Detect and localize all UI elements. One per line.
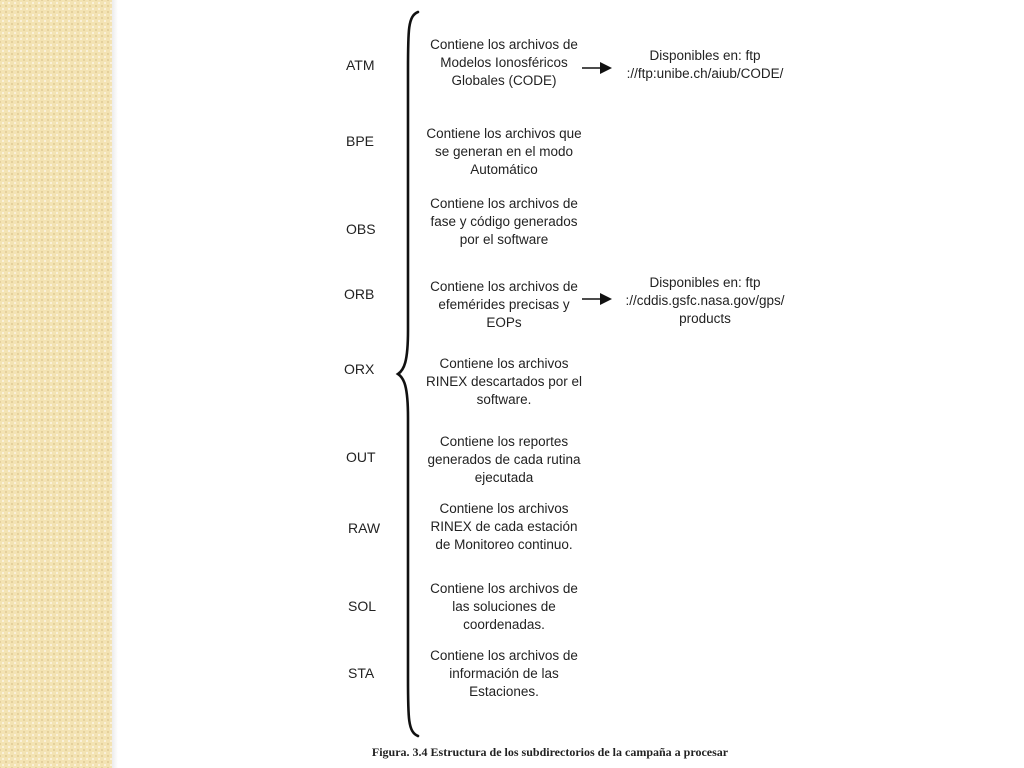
dir-label-out: OUT [346, 449, 376, 465]
arrow-right-icon [582, 62, 612, 74]
decorative-side-strip [0, 0, 112, 768]
dir-label-bpe: BPE [346, 133, 375, 149]
dir-label-sol: SOL [348, 598, 377, 614]
curly-brace [392, 10, 422, 738]
arrow-right-icon [582, 293, 612, 305]
figure-caption: Figura. 3.4 Estructura de los subdirectorios de la campaña a procesar [371, 745, 729, 759]
dir-label-orb: ORB [344, 286, 375, 302]
dir-label-sta: STA [348, 665, 375, 681]
dir-description-sol: Contiene los archivos de las soluciones de coordenadas. [430, 581, 578, 632]
dir-description-orb: Contiene los archivos de efemérides precisas y EOPs [430, 279, 578, 330]
dir-label-obs: OBS [346, 221, 376, 237]
dir-description-sta: Contiene los archivos de información de las Estaciones. [430, 648, 578, 699]
dir-label-atm: ATM [346, 57, 375, 73]
availability-note-orb: Disponibles en: ftp ://cddis.gsfc.nasa.gov/gps/ products [625, 275, 785, 326]
dir-description-atm: Contiene los archivos de Modelos Ionosféricos Globales (CODE) [430, 37, 578, 88]
side-strip-shadow [112, 0, 118, 768]
dir-label-orx: ORX [344, 361, 375, 377]
availability-note-atm: Disponibles en: ftp ://ftp:unibe.ch/aiub/CODE/ [626, 48, 784, 81]
dir-description-bpe: Contiene los archivos que se generan en el modo Automático [426, 126, 582, 177]
dir-description-raw: Contiene los archivos RINEX de cada estación de Monitoreo continuo. [430, 501, 578, 552]
dir-description-obs: Contiene los archivos de fase y código generados por el software [430, 196, 578, 247]
dir-label-raw: RAW [348, 520, 381, 536]
dir-description-orx: Contiene los archivos RINEX descartados por el software. [425, 356, 583, 407]
dir-description-out: Contiene los reportes generados de cada rutina ejecutada [427, 434, 581, 485]
